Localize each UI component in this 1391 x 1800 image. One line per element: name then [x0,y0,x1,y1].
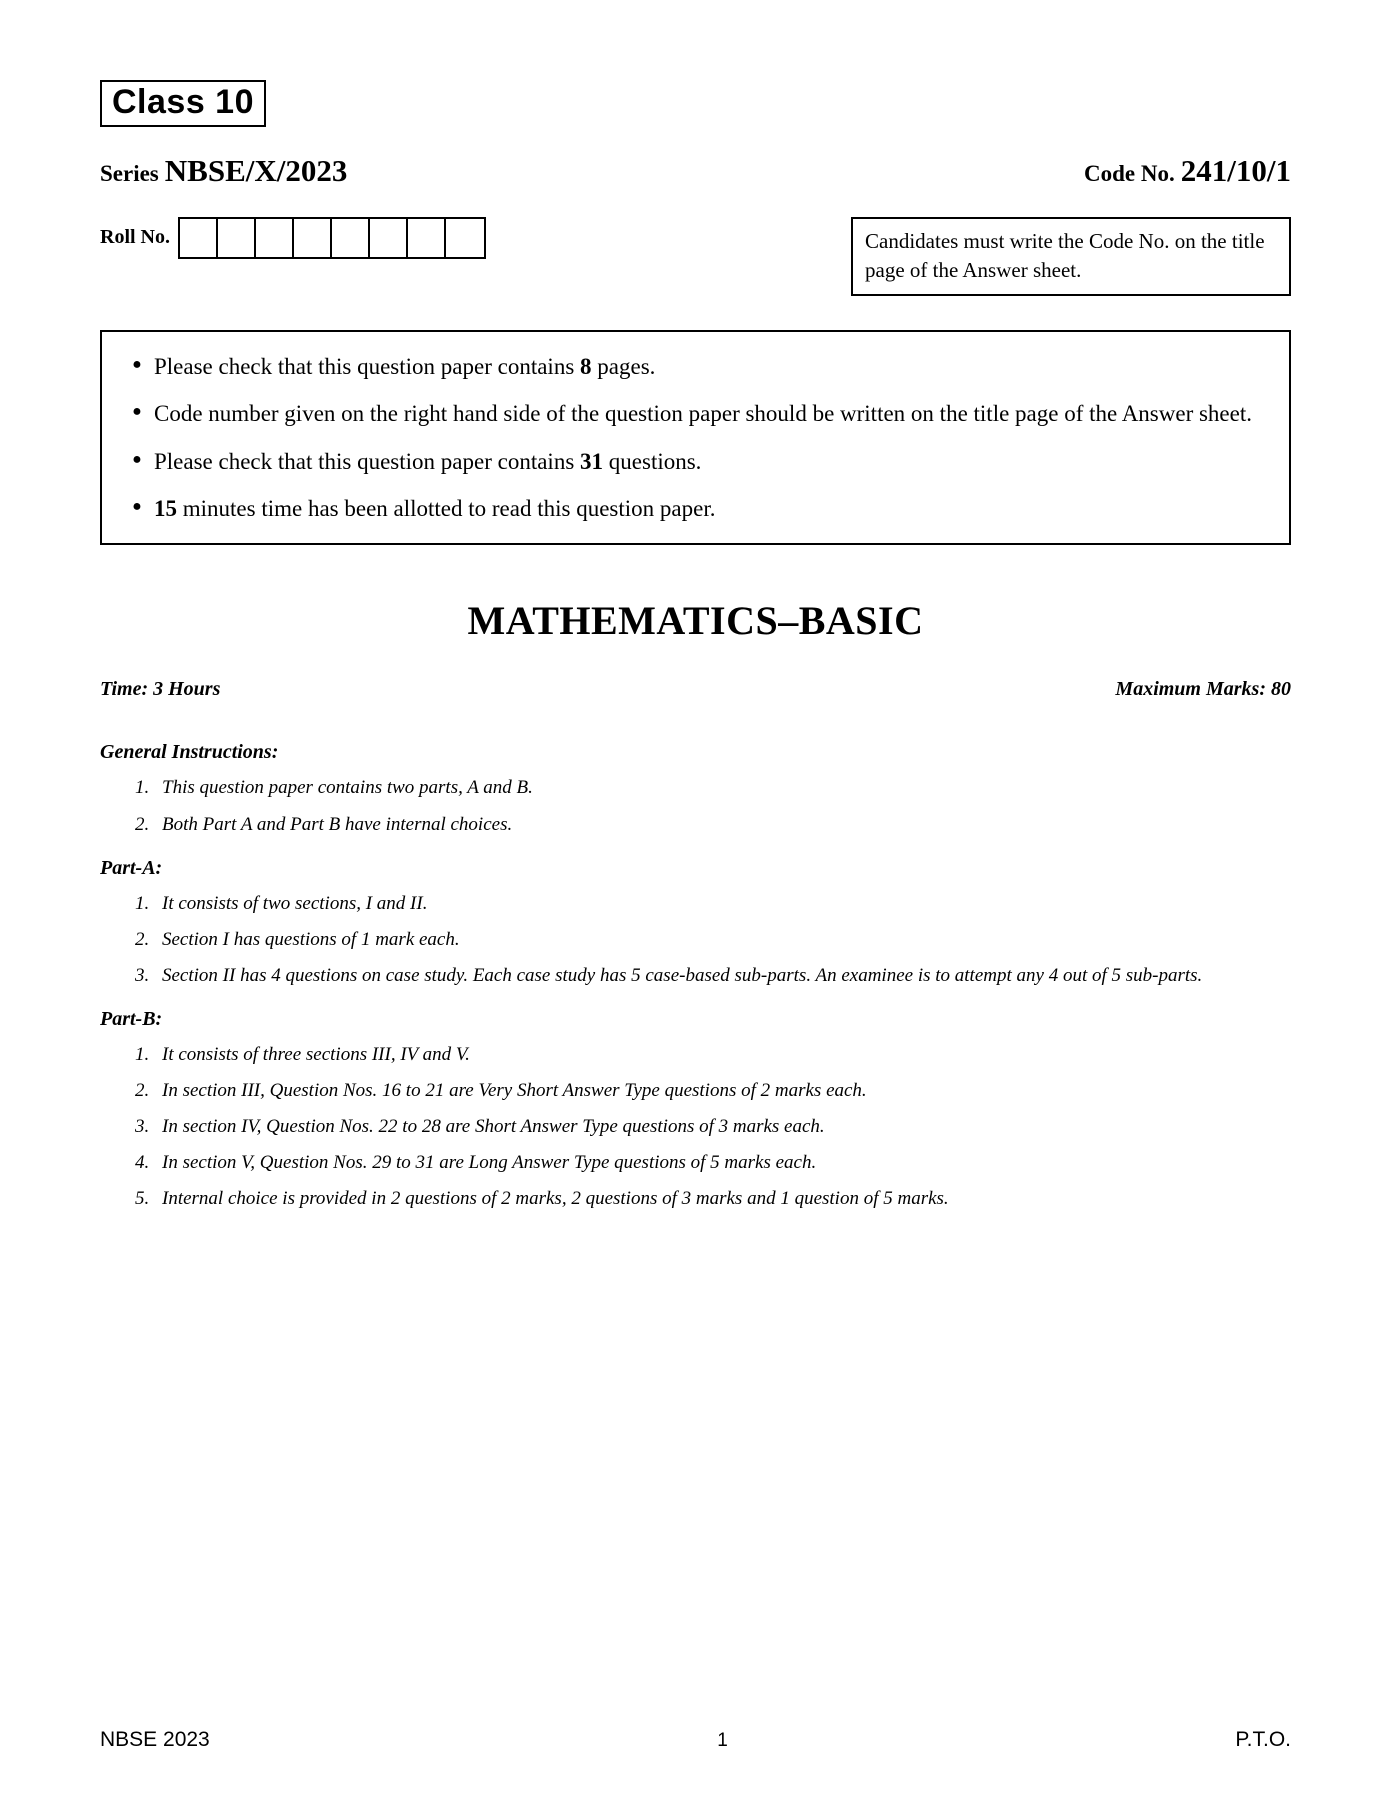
series-block [100,153,347,189]
roll-number-field[interactable] [100,217,486,259]
exam-max-marks: Maximum Marks: 80 [1115,678,1291,701]
roll-number-cell[interactable] [332,219,370,257]
roll-number-cell[interactable] [408,219,446,257]
roll-number-cell[interactable] [256,219,294,257]
bullet-icon: ● [132,356,142,374]
series-value: NBSE/X/2023 [164,153,348,189]
footer-page-number: 1 [717,1730,728,1751]
roll-number-label: Roll No. [100,225,170,248]
footer-left: NBSE 2023 [100,1728,210,1751]
notice-item [120,445,1263,478]
notice-item [120,492,1263,525]
notice-item [120,350,1263,383]
roll-number-cell[interactable] [294,219,332,257]
instruction-item: 5. Internal choice is provided in 2 questions of 2 marks, 2 questions of 3 marks and 1 question of 5 marks. [154,1181,1291,1217]
exam-meta-row [100,678,1291,701]
notice-item-text: Please check that this question paper contains 31 questions. [154,448,702,474]
footer-right: P.T.O. [1235,1728,1291,1751]
instruction-item: 2. Both Part A and Part B have internal choices. [154,807,1291,843]
part-a-heading: Part-A: [100,856,163,879]
roll-number-row [100,217,1291,296]
notice-item-text: 15 minutes time has been allotted to read this question paper. [154,496,716,522]
series-label: Series [100,161,159,187]
part-b-instructions-list [100,1037,1291,1217]
instruction-item: 2. In section III, Question Nos. 16 to 21 are Very Short Answer Type questions of 2 marks each. [154,1073,1291,1109]
instruction-item: 2. Section I has questions of 1 mark each. [154,922,1291,958]
roll-number-cell[interactable] [180,219,218,257]
code-block [1084,153,1291,189]
bullet-icon: ● [132,450,142,468]
series-code-row [100,153,1291,189]
roll-number-boxes[interactable] [178,217,486,259]
instruction-item: 1. It consists of two sections, I and II. [154,886,1291,922]
exam-time: Time: 3 Hours [100,678,221,701]
code-label: Code No. [1084,161,1175,187]
instruction-item: 1. This question paper contains two parts, A and B. [154,770,1291,806]
notice-item [120,397,1263,430]
roll-number-cell[interactable] [446,219,484,257]
bullet-icon: ● [132,498,142,516]
class-label: Class 10 [100,80,266,127]
general-instructions-list [100,770,1291,842]
instruction-item: 4. In section V, Question Nos. 29 to 31 are Long Answer Type questions of 5 marks each. [154,1145,1291,1181]
notice-item-text: Please check that this question paper contains 8 pages. [154,354,656,380]
bullet-icon: ● [132,403,142,421]
page-footer [100,1728,1291,1752]
code-value: 241/10/1 [1180,153,1291,189]
notice-box [100,330,1291,545]
part-a-instructions-list [100,886,1291,994]
instruction-item: 3. In section IV, Question Nos. 22 to 28 are Short Answer Type questions of 3 marks each. [154,1109,1291,1145]
page-title: MATHEMATICS–BASIC [467,598,924,644]
roll-number-cell[interactable] [218,219,256,257]
general-instructions-heading: General Instructions: [100,741,279,764]
part-b-heading: Part-B: [100,1007,163,1030]
notice-item-text: Code number given on the right hand side of the question paper should be written on the title page of the Answer sheet. [154,401,1252,427]
instruction-item: 1. It consists of three sections III, IV and V. [154,1037,1291,1073]
code-note: Candidates must write the Code No. on the title page of the Answer sheet. [851,217,1291,296]
roll-number-cell[interactable] [370,219,408,257]
instruction-item: 3. Section II has 4 questions on case study. Each case study has 5 case-based sub-parts. An examinee is to attempt any 4 out of 5 sub-parts. [154,958,1291,994]
